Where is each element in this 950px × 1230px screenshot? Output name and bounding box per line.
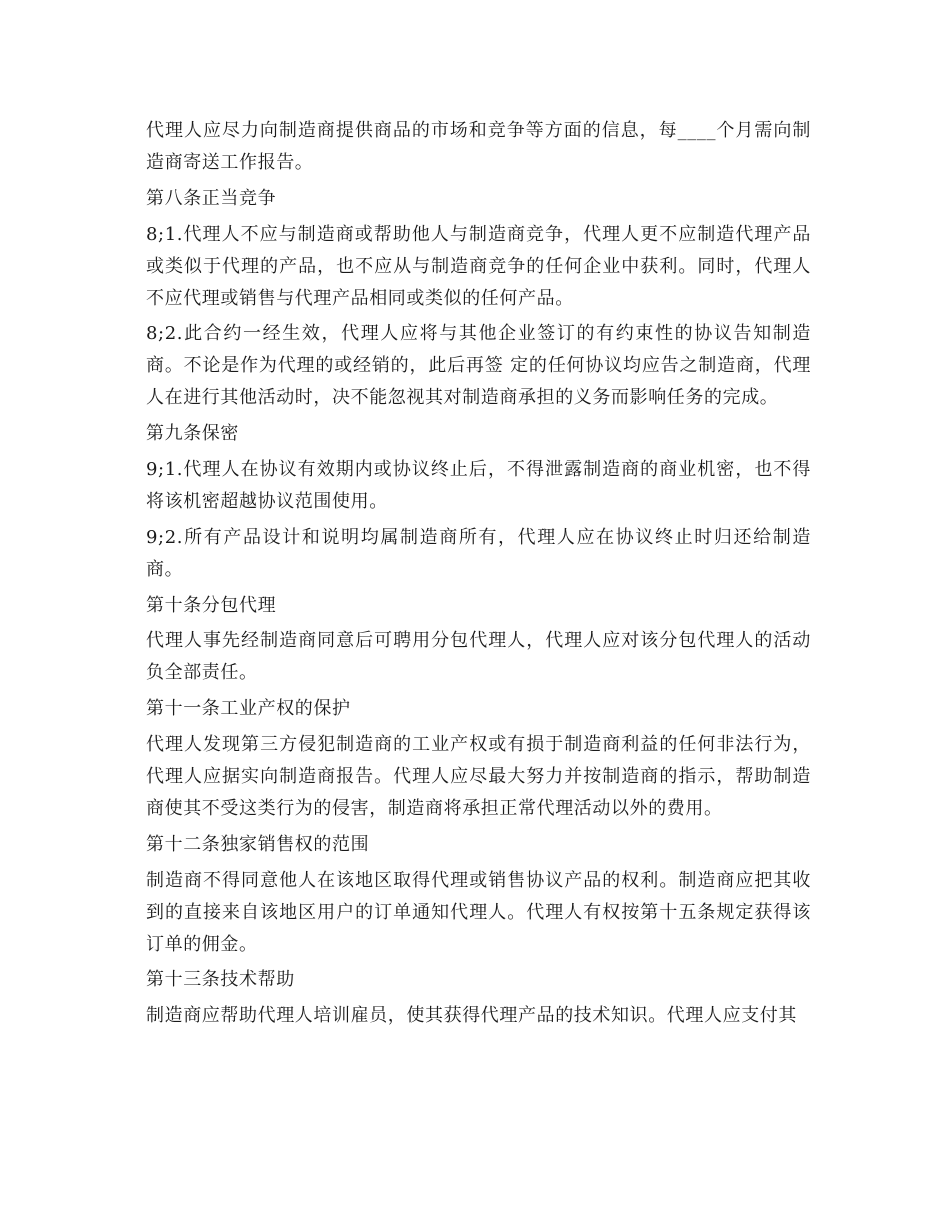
paragraph-11: 代理人发现第三方侵犯制造商的工业产权或有损于制造商利益的任何非法行为，代理人应据实向制造商报告。代理人应尽最大努力并按制造商的指示，帮助制造商使其不受这类行为的侵害，制造商将承担正常代理活动以外的费用。	[146, 733, 811, 819]
paragraph-9-1: 9;1.代理人在协议有效期内或协议终止后，不得泄露制造商的商业机密，也不得将该机密超越协议范围使用。	[146, 458, 811, 512]
heading-article-9: 第九条保密	[146, 423, 239, 445]
paragraph-8-1: 8;1.代理人不应与制造商或帮助他人与制造商竞争，代理人更不应制造代理产品或类似于代理的产品，也不应从与制造商竞争的任何企业中获利。同时，代理人不应代理或销售与代理产品相同或类似的任何产品。	[146, 223, 811, 309]
paragraph-12: 制造商不得同意他人在该地区取得代理或销售协议产品的权利。制造商应把其收到的直接来自该地区用户的订单通知代理人。代理人有权按第十五条规定获得该订单的佣金。	[146, 869, 811, 955]
paragraph-8-2: 8;2.此合约一经生效，代理人应将与其他企业签订的有约束性的协议告知制造商。不论是作为代理的或经销的，此后再签 定的任何协议均应告之制造商，代理人在进行其他活动时，决不能忽视其对制造商承担的义务而影响任务的完成。	[146, 323, 811, 409]
paragraph-10: 代理人事先经制造商同意后可聘用分包代理人，代理人应对该分包代理人的活动负全部责任。	[146, 630, 811, 684]
heading-article-10: 第十条分包代理	[146, 594, 277, 616]
heading-article-11: 第十一条工业产权的保护	[146, 698, 351, 720]
document-body	[146, 115, 811, 1036]
heading-article-13: 第十三条技术帮助	[146, 969, 295, 991]
paragraph-13: 制造商应帮助代理人培训雇员，使其获得代理产品的技术知识。代理人应支付其	[146, 1005, 797, 1027]
heading-article-8: 第八条正当竞争	[146, 187, 277, 209]
paragraph-reporting: 代理人应尽力向制造商提供商品的市场和竞争等方面的信息，每____个月需向制造商寄送工作报告。	[146, 120, 811, 173]
paragraph-9-2: 9;2.所有产品设计和说明均属制造商所有，代理人应在协议终止时归还给制造商。	[146, 526, 811, 580]
heading-article-12: 第十二条独家销售权的范围	[146, 833, 370, 855]
